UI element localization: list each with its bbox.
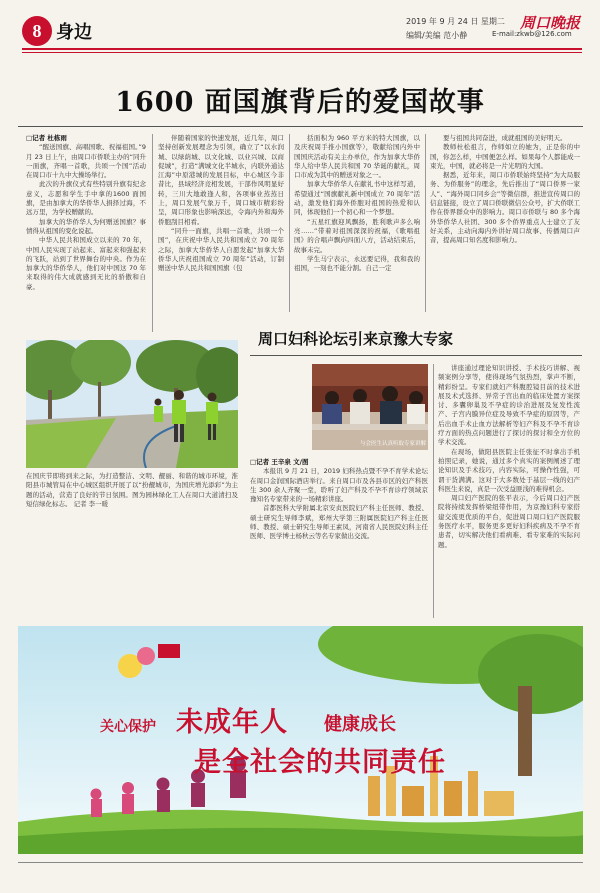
header-rule-thin (22, 52, 582, 53)
article1-column-3 (294, 134, 420, 312)
newspaper-logo: 周口晚报 (520, 14, 581, 32)
article1-paragraph: 伴随着国家的快速发展，近几年，周口坚持创新发展理念为引领，确立了“以水润城、以绿荫城、以文化城、以业兴城、以商促城”，打造“满城文化半城水，内联外通达江海”中原港城的发展目标，中心城区今非昔比，县域经济竞相发展，干部作风明显好转，三川大地敢逢人和，各项事业蒸蒸日上，周口发展气象万千，周口城市精彩纷呈，周口形象也影响深远，令海内外和海外侨胞刮目相看。 (158, 134, 284, 226)
article1-paragraph: 此次的升旗仪式有些特别升旗有纪念意义，志愿和学生手中拿的1600 面国旗，是由加拿大的华侨华人捐择过海，不远万里，为学校赠献的。 (26, 180, 146, 217)
article1-paragraph: “同升一面旗，共唱一首歌，共颂一个国”，在庆祝中华人民共和国成立 70 周年之际，加拿大华侨华人自愿发起“加拿大华侨华人庆祝祖国成立 70 周年”活动，订制赠送中华人民共和国国旗（包 (158, 226, 284, 273)
article1-column-2 (158, 134, 284, 332)
article1-paragraph: 学生马宁表示，永远要记得，我和我的祖国，一刻也不能分割。自己一定 (294, 254, 420, 273)
article2-paragraph: 在现场，做阳县医院主任张征不时拿出手机拍照记录，她说，通过多个真实的案例阐述了理论知识及手术技巧，内容实际，可操作性强，可谓干货满满。这对于大多数处于基层一线的妇产科医生来说，真是一次受益匪浅的难得机会。 (438, 447, 580, 493)
article1-paragraph: 要与祖国共同奋进，成就祖国的美好明天。 (443, 134, 567, 142)
photo2-caption: 与会医生认真听取专家讲解 (360, 441, 427, 447)
street-cleaning-photo (26, 340, 238, 468)
column-rule (152, 134, 153, 332)
public-service-banner (18, 626, 583, 854)
headline-rule (18, 126, 583, 127)
column-rule (289, 134, 290, 312)
article2-headline: 周口妇科论坛引来京豫大专家 (258, 330, 454, 348)
street-scene-illustration (26, 340, 238, 468)
article1-paragraph: 加拿大的华侨华人为何赠送国旗？事情得从祖国的变化说起。 (26, 217, 146, 235)
article2-rule (250, 355, 582, 356)
editor-credit: 编辑/美编 范小静 (406, 31, 468, 40)
article1-paragraph: 加拿大华侨华人在献礼书中这样写道，希望通过“国旗献礼新中国成立 70 周年”活动，激发他们海外侨胞对祖国的热爱和认同，体现他们一个初心和一个梦想。 (294, 180, 420, 217)
contact-email: E-mail:zkwb@126.com (492, 30, 572, 38)
header-rule (22, 48, 582, 50)
article2-byline: □记者 王辛泉 文/图 (250, 458, 309, 466)
banner-slogan-part3: 健康成长 (324, 714, 396, 735)
article2-column-right (438, 364, 580, 618)
article1-paragraph: 括面积为 960 平方米的特大国旗，以及庆祝周手推小国旗等），敬献给国内外中国国庆活动有关主办单位，作为加拿大华侨华人给中华人民共和国 70 华诞的献礼，周口市成为其中的赠送对象之一。 (294, 134, 420, 180)
page-number-badge: 8 (22, 16, 52, 46)
article1-paragraph: “醒送国旗、高唱国歌、祝福祖国。”9 月 23 日上午，由周口市侨联主办的“同升一面旗，齐唱一首歌，共颂一个国”活动在周口市十九中大操场举行。 (26, 143, 146, 180)
banner-slogan-part2: 未成年人 (176, 707, 288, 738)
photo1-caption: 在国庆节即将到来之际，为打造整洁、文明、靓丽、和谐的城市环境，淮阳县市城管局在中心城区组织开展了以“扮靓城市，为国庆增光添彩”为主题的活动，营造了良好的节日氛围。图为园林绿化工人在周口大道清扫及短信绿化标志。 记者 李一暖 (26, 472, 238, 508)
article1-column-4 (430, 134, 580, 312)
footer-rule (18, 862, 583, 863)
column-rule (433, 364, 434, 618)
article2-column-left (250, 458, 428, 618)
article2-paragraph: 本报讯 9 月 21 日，2019 妇科热点暨不孕不育学术论坛在周口金润国际酒店举行。来自周口市及各县市区的妇产科医生 300 余人齐聚一堂，聆听了妇产科及不孕不育诊疗领域京豫知名专家带来的一场精彩讲座。 (250, 467, 428, 504)
article1-paragraph: 中华人民共和国成立以来的 70 年，中国人民实现了站起来、富起来和强起来的飞跃，站到了世界舞台的中央。作为在加拿大的华侨华人，他们对中国这 70 年来取得的伟大成就感到无比的骄傲和自豪。 (26, 236, 146, 291)
main-headline: 1600 面国旗背后的爱国故事 (115, 87, 485, 118)
issue-date: 2019 年 9 月 24 日 星期二 (406, 17, 505, 26)
column-rule (425, 134, 426, 312)
forum-audience-illustration (312, 364, 428, 450)
page-header (0, 0, 600, 60)
article1-byline: □记者 杜栋雨 (26, 134, 67, 142)
banner-slogan-part1: 关心保护 (100, 719, 156, 735)
article1-column-1 (26, 134, 146, 334)
article2-paragraph: 周口妇产医院的张平表示，今后周口妇产医院将持续发挥桥梁纽带作用，为京豫妇科专家搭建交流更优质的平台，促进周口周口妇产医院服务医疗水平，服务更多更好妇科疾病及不孕不育患者，切实解决他们看病难、看专家难的实际问题。 (438, 494, 580, 549)
article1-paragraph: 教师杜松祖言，作师如立的她为，正是你的中国，你怎么样，中国便怎么样。如果每个人都能成一束光，中国，就必将是一片光明的大国。 (430, 143, 580, 170)
article1-paragraph: “五星红旗迎风飘扬，胜利歌声多么响亮……”带着对祖国深深的祝福，《歌唱祖国》的合唱声飘向四面八方，活动结束后，故事未完。 (294, 217, 420, 254)
forum-photo (312, 364, 428, 450)
article1-paragraph: 据悉，近年来，周口市侨联始终坚持“为大局服务、为侨服务”的理念，先后推出了“周口侨界一家人”、“海外周口同乡会”等微信群，推进宣传周口的信息链接，设立了周口侨联微信公众号，扩大侨联工作在侨界群众中的影响力。周口市侨联与 80 多个海外华侨华人社团、300 多个侨界重点人士建立了友好关系，主动向海内外讲好周口故事、传播周口声音，提高周口知名度和影响力。 (430, 171, 580, 245)
article2-paragraph: 首都医科大学附属北京安贞医院妇产科主任医师、教授、硕士研究生导师李斌，郑州大学第三附属医院妇产科主任医师、教授、硕士研究生导师王素凤，河南省人民医院妇科主任医师、医学博士杨秋云等名专家做出交流。 (250, 504, 428, 541)
section-title: 身边 (56, 22, 92, 43)
banner-slogan-line2: 是全社会的共同责任 (194, 747, 446, 778)
article2-paragraph: 讲座通过理论知识讲授、手术技巧讲解、视频案例分享等，使得现场气氛热烈，掌声不断，精彩纷呈。专家们就妇产科腹腔镜目前的技术进展及术式选择、异常子宫出血的临床处置方案探讨、多囊卵巢及不孕症的诊治进展及复发性流产、子宫内膜异位症及导致不孕症的原因等，产后出血手术止血方法解析等妇产科及不孕不育诊疗方面的热点问题进行了探讨的探讨和全方位的学术交流。 (438, 364, 580, 447)
